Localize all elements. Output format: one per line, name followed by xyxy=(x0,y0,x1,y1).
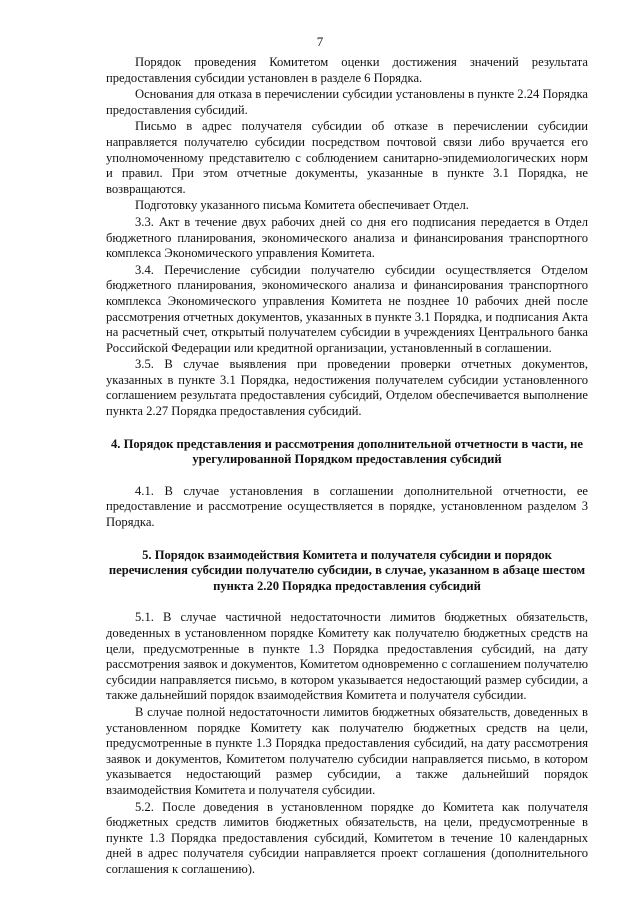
document-body xyxy=(106,55,588,878)
paragraph-3-4: 3.4. Перечисление субсидии получателю субсидии осуществляется Отделом бюджетного планирования, экономического анализа и финансирования транспортного комплекса Экономического управления Комитета не позднее 10 рабочих дней после рассмотрения отчетных документов, указанных в пункте 3.1 Порядка, и подписания Акта на расчетный счет, открытый получателем субсидии в учреждениях Центрального банка Российской Федерации или кредитной организации, установленный в соглашении. xyxy=(106,262,588,355)
section-5-heading: 5. Порядок взаимодействия Комитета и получателя субсидии и порядок перечисления субсидии получателю субсидии, в случае, указанном в абзаце шестом пункта 2.20 Порядка предоставления субсидий xyxy=(108,547,586,593)
paragraph-letter-preparation: Подготовку указанного письма Комитета обеспечивает Отдел. xyxy=(135,198,469,213)
page-number: 7 xyxy=(316,34,324,49)
paragraph-5-2: 5.2. После доведения в установленном порядке до Комитета как получателя бюджетных средств лимитов бюджетных обязательств, на цели, предусмотренные в пункте 1.3 Порядка предоставления субсидий, Комитетом в течение 10 календарных дней в адрес получателя субсидии направляется проект соглашения (дополнительного соглашения к соглашению). xyxy=(106,799,588,876)
paragraph-3-5: 3.5. В случае выявления при проведении проверки отчетных документов, указанных в пункте 3.1 Порядка, недостижения получателем субсидии установленного соглашением результата предоставления субсидий, Отделом обеспечивается выполнение пункта 2.27 Порядка предоставления субсидий. xyxy=(106,357,588,419)
section-spacer xyxy=(106,594,588,610)
section-spacer xyxy=(106,468,588,484)
paragraph-3-3: 3.3. Акт в течение двух рабочих дней со дня его подписания передается в Отдел бюджетного планирования, экономического анализа и финансирования транспортного комплекса Экономического управления Комитета. xyxy=(106,214,588,261)
paragraph-refusal-letter: Письмо в адрес получателя субсидии об отказе в перечислении субсидии направляется получателю субсидии посредством почтовой связи либо вручается его уполномоченному представителю с соблюдением санитарно-эпидемиологических норм и правил. При этом отчетные документы, указанные в пункте 3.1 Порядка, не возвращаются. xyxy=(106,119,588,196)
paragraph-full-insufficiency: В случае полной недостаточности лимитов бюджетных обязательств, доведенных в установленном порядке Комитету как получателю бюджетных средств на цели, предусмотренные в пункте 1.3 Порядка предоставления субсидий, на дату рассмотрения заявок и документов, Комитетом получателю субсидии направляется письмо, в котором указывается недостающий размер субсидии, а также дальнейший порядок взаимодействия Комитета и получателя субсидии. xyxy=(106,704,588,797)
section-spacer xyxy=(106,531,588,548)
paragraph-refusal-grounds: Основания для отказа в перечислении субсидии установлены в пункте 2.24 Порядка предоставления субсидий. xyxy=(106,87,588,117)
paragraph-5-1: 5.1. В случае частичной недостаточности лимитов бюджетных обязательств, доведенных в установленном порядке Комитету как получателю бюджетных средств на цели, предусмотренные в пункте 1.3 Порядка предоставления субсидий, на дату рассмотрения заявок и документов, Комитетом одновременно с соглашением получателю субсидии направляется письмо, в котором указывается недостающий размер субсидии, а также дальнейший порядок взаимодействия Комитета и получателя субсидии. xyxy=(106,610,588,703)
section-spacer xyxy=(106,420,588,437)
paragraph-4-1: 4.1. В случае установления в соглашении дополнительной отчетности, ее предоставление и рассмотрение осуществляется в порядке, установленном разделом 3 Порядка. xyxy=(106,483,588,530)
section-4-heading: 4. Порядок представления и рассмотрения дополнительной отчетности в части, не урегулированной Порядком предоставления субсидий xyxy=(110,436,583,467)
paragraph-evaluation-procedure: Порядок проведения Комитетом оценки достижения значений результата предоставления субсидии установлен в разделе 6 Порядка. xyxy=(106,55,588,85)
